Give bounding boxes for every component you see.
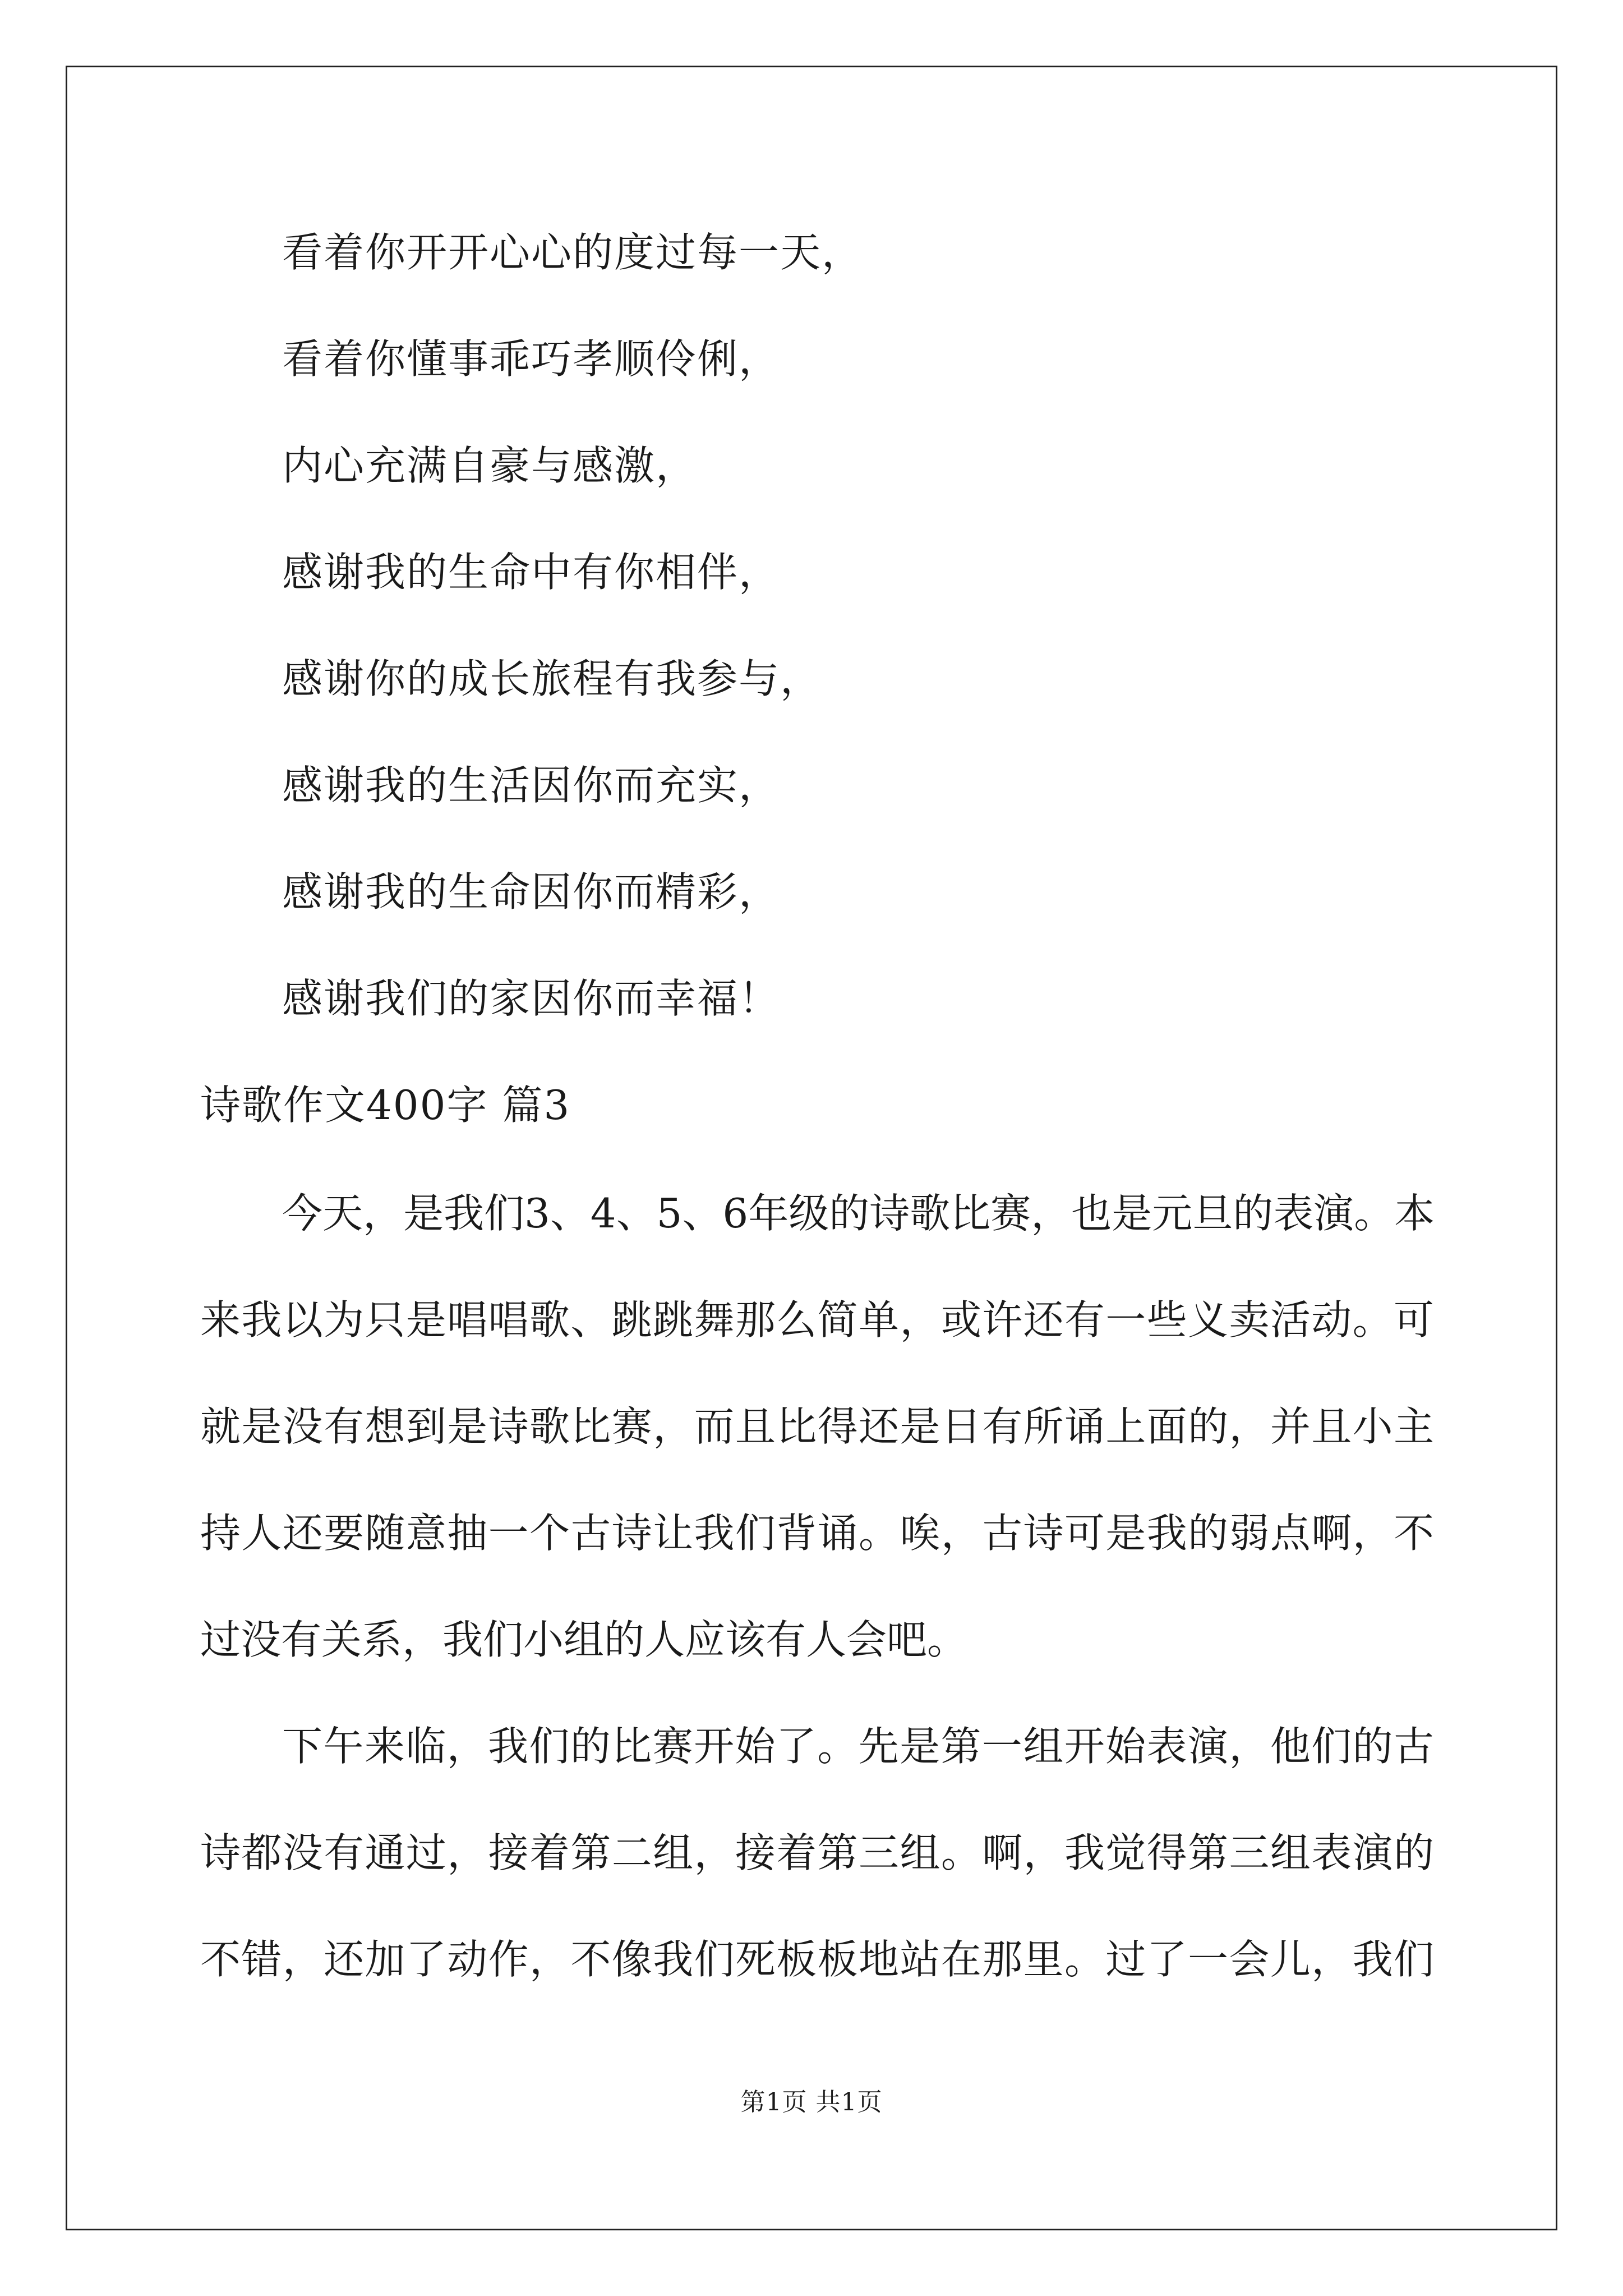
poem-line: 看着你懂事乖巧孝顺伶俐， xyxy=(282,335,781,383)
paragraph-line: 下午来临，我们的比赛开始了。先是第一组开始表演，他们的古 xyxy=(282,1723,1434,1770)
page-border xyxy=(66,66,1557,2230)
paragraph-line: 今天，是我们3、4、5、6年级的诗歌比赛，也是元旦的表演。本 xyxy=(282,1190,1435,1237)
page-footer: 第1页 共1页 xyxy=(740,2088,883,2116)
poem-line: 感谢我的生命中有你相伴， xyxy=(282,549,781,596)
paragraph-line: 就是没有想到是诗歌比赛，而且比得还是日有所诵上面的，并且小主 xyxy=(200,1403,1434,1450)
poem-line: 看着你开开心心的度过每一天， xyxy=(282,229,864,276)
paragraph-line: 来我以为只是唱唱歌、跳跳舞那么简单，或许还有一些义卖活动。可 xyxy=(200,1296,1434,1343)
poem-line: 内心充满自豪与感激， xyxy=(282,442,698,489)
poem-line: 感谢我的生命因你而精彩， xyxy=(282,868,781,915)
poem-line: 感谢你的成长旅程有我参与， xyxy=(282,655,822,702)
paragraph-line: 持人还要随意抽一个古诗让我们背诵。唉，古诗可是我的弱点啊，不 xyxy=(200,1510,1434,1557)
poem-line: 感谢我们的家因你而幸福！ xyxy=(282,975,781,1022)
paragraph-line: 诗都没有通过，接着第二组，接着第三组。啊，我觉得第三组表演的 xyxy=(200,1829,1434,1876)
paragraph-line: 不错，还加了动作，不像我们死板板地站在那里。过了一会儿，我们 xyxy=(200,1936,1434,1983)
paragraph-line: 过没有关系，我们小组的人应该有人会吧。 xyxy=(200,1616,968,1663)
section-heading: 诗歌作文400字 篇3 xyxy=(200,1082,571,1129)
poem-line: 感谢我的生活因你而充实， xyxy=(282,762,781,809)
